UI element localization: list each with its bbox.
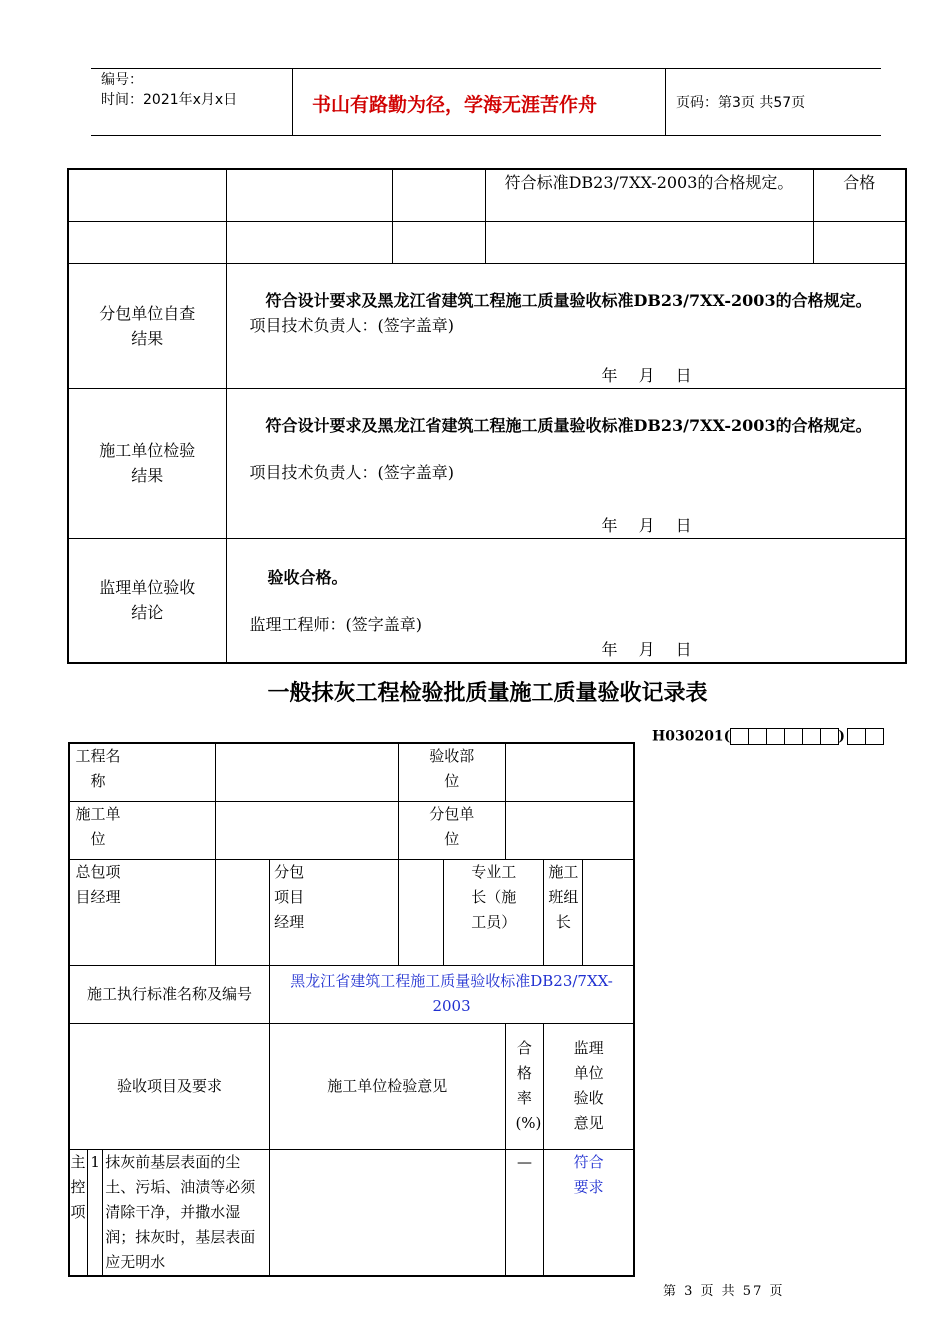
acceptance-part-label: 验收部位 (399, 743, 505, 801)
team-leader-label: 施工班组长 (544, 859, 583, 965)
form-code-close: ) (838, 728, 845, 745)
form-code (652, 728, 883, 745)
row-number: 1 (87, 1149, 102, 1276)
subcontract-signer: 项目技术负责人：(签字盖章) (249, 315, 454, 335)
general-pm-value[interactable] (215, 859, 269, 965)
form-code-prefix: H030201( (652, 728, 731, 745)
col-items-header: 验收项目及要求 (69, 1023, 270, 1149)
construction-signer: 项目技术负责人：(签字盖章) (249, 462, 454, 482)
cell-empty (485, 221, 813, 263)
code-box[interactable] (748, 728, 767, 745)
row-result: 符合要求 (544, 1149, 634, 1276)
standard-value: 黑龙江省建筑工程施工质量验收标准DB23/7XX-2003 (270, 965, 634, 1023)
cell-empty (392, 169, 485, 221)
col-rate-header: 合格率(%) (505, 1023, 544, 1149)
construction-unit-label: 施工单位 (69, 801, 215, 859)
general-pm-label: 总包项目经理 (69, 859, 215, 965)
subcontract-check-label: 分包单位自查结果 (68, 263, 226, 388)
supervision-signer: 监理工程师：(签字盖章) (249, 614, 422, 634)
col-opinion-header: 施工单位检验意见 (270, 1023, 505, 1149)
foreman-label: 专业工长（施工员） (444, 859, 544, 965)
row-rate: — (505, 1149, 544, 1276)
plastering-inspection-table (68, 742, 635, 1277)
doc-time-label: 时间：2021年x月x日 (101, 92, 238, 108)
supervision-date: 年 月 日 (601, 640, 692, 659)
project-name-label: 工程名称 (69, 743, 215, 801)
acceptance-part-value[interactable] (505, 743, 634, 801)
subcontract-date: 年 月 日 (601, 365, 692, 385)
doc-number-label: 编号： (101, 72, 143, 88)
cell-empty (226, 169, 392, 221)
supervision-statement: 验收合格。 (267, 567, 348, 587)
header-top-rule (91, 68, 881, 69)
construction-unit-value[interactable] (215, 801, 398, 859)
page-indicator: 页码：第3页 共57页 (676, 95, 806, 111)
subcontract-check-cell (226, 263, 906, 388)
page-footer: 第 3 页 共 57 页 (663, 1284, 785, 1299)
subcontract-unit-label: 分包单位 (399, 801, 505, 859)
code-box[interactable] (865, 728, 884, 745)
result-cell: 合格 (813, 169, 906, 221)
header-divider-1 (292, 68, 293, 136)
cell-empty (68, 221, 226, 263)
construction-check-label: 施工单位检验结果 (68, 388, 226, 538)
construction-date: 年 月 日 (601, 515, 692, 535)
row-requirement: 抹灰前基层表面的尘土、污垢、油渍等必须清除干净，并撒水湿润；抹灰时，基层表面应无明水 (103, 1149, 270, 1276)
header-divider-2 (665, 68, 666, 136)
header-motto: 书山有路勤为径，学海无涯苦作舟 (312, 94, 598, 116)
code-box[interactable] (847, 728, 866, 745)
header-bottom-rule (91, 135, 881, 136)
code-box[interactable] (802, 728, 821, 745)
acceptance-conclusion-table (67, 168, 907, 664)
standard-compliance-cell: 符合标准DB23/7XX-2003的合格规定。 (485, 169, 813, 221)
subcontract-unit-value[interactable] (505, 801, 634, 859)
supervision-conclusion-label: 监理单位验收结论 (68, 538, 226, 663)
cell-empty (68, 169, 226, 221)
code-box[interactable] (820, 728, 839, 745)
col-supervision-header: 监理单位验收意见 (544, 1023, 634, 1149)
code-box[interactable] (784, 728, 803, 745)
cell-empty (392, 221, 485, 263)
code-box[interactable] (730, 728, 749, 745)
supervision-conclusion-cell (226, 538, 906, 663)
cell-empty (226, 221, 392, 263)
form-title: 一般抹灰工程检验批质量施工质量验收记录表 (267, 681, 708, 706)
cell-empty (813, 221, 906, 263)
row-opinion[interactable] (270, 1149, 505, 1276)
construction-statement: 符合设计要求及黑龙江省建筑工程施工质量验收标准DB23/7XX-2003的合格规定。 (265, 415, 872, 435)
sub-pm-label: 分包项目经理 (270, 859, 399, 965)
code-box[interactable] (766, 728, 785, 745)
construction-check-cell (226, 388, 906, 538)
team-leader-value[interactable] (583, 859, 634, 965)
row-category: 主控项 (69, 1149, 87, 1276)
standard-label: 施工执行标准名称及编号 (69, 965, 270, 1023)
subcontract-statement: 符合设计要求及黑龙江省建筑工程施工质量验收标准DB23/7XX-2003的合格规定。 (265, 290, 872, 310)
project-name-value[interactable] (215, 743, 398, 801)
sub-pm-value[interactable] (399, 859, 444, 965)
